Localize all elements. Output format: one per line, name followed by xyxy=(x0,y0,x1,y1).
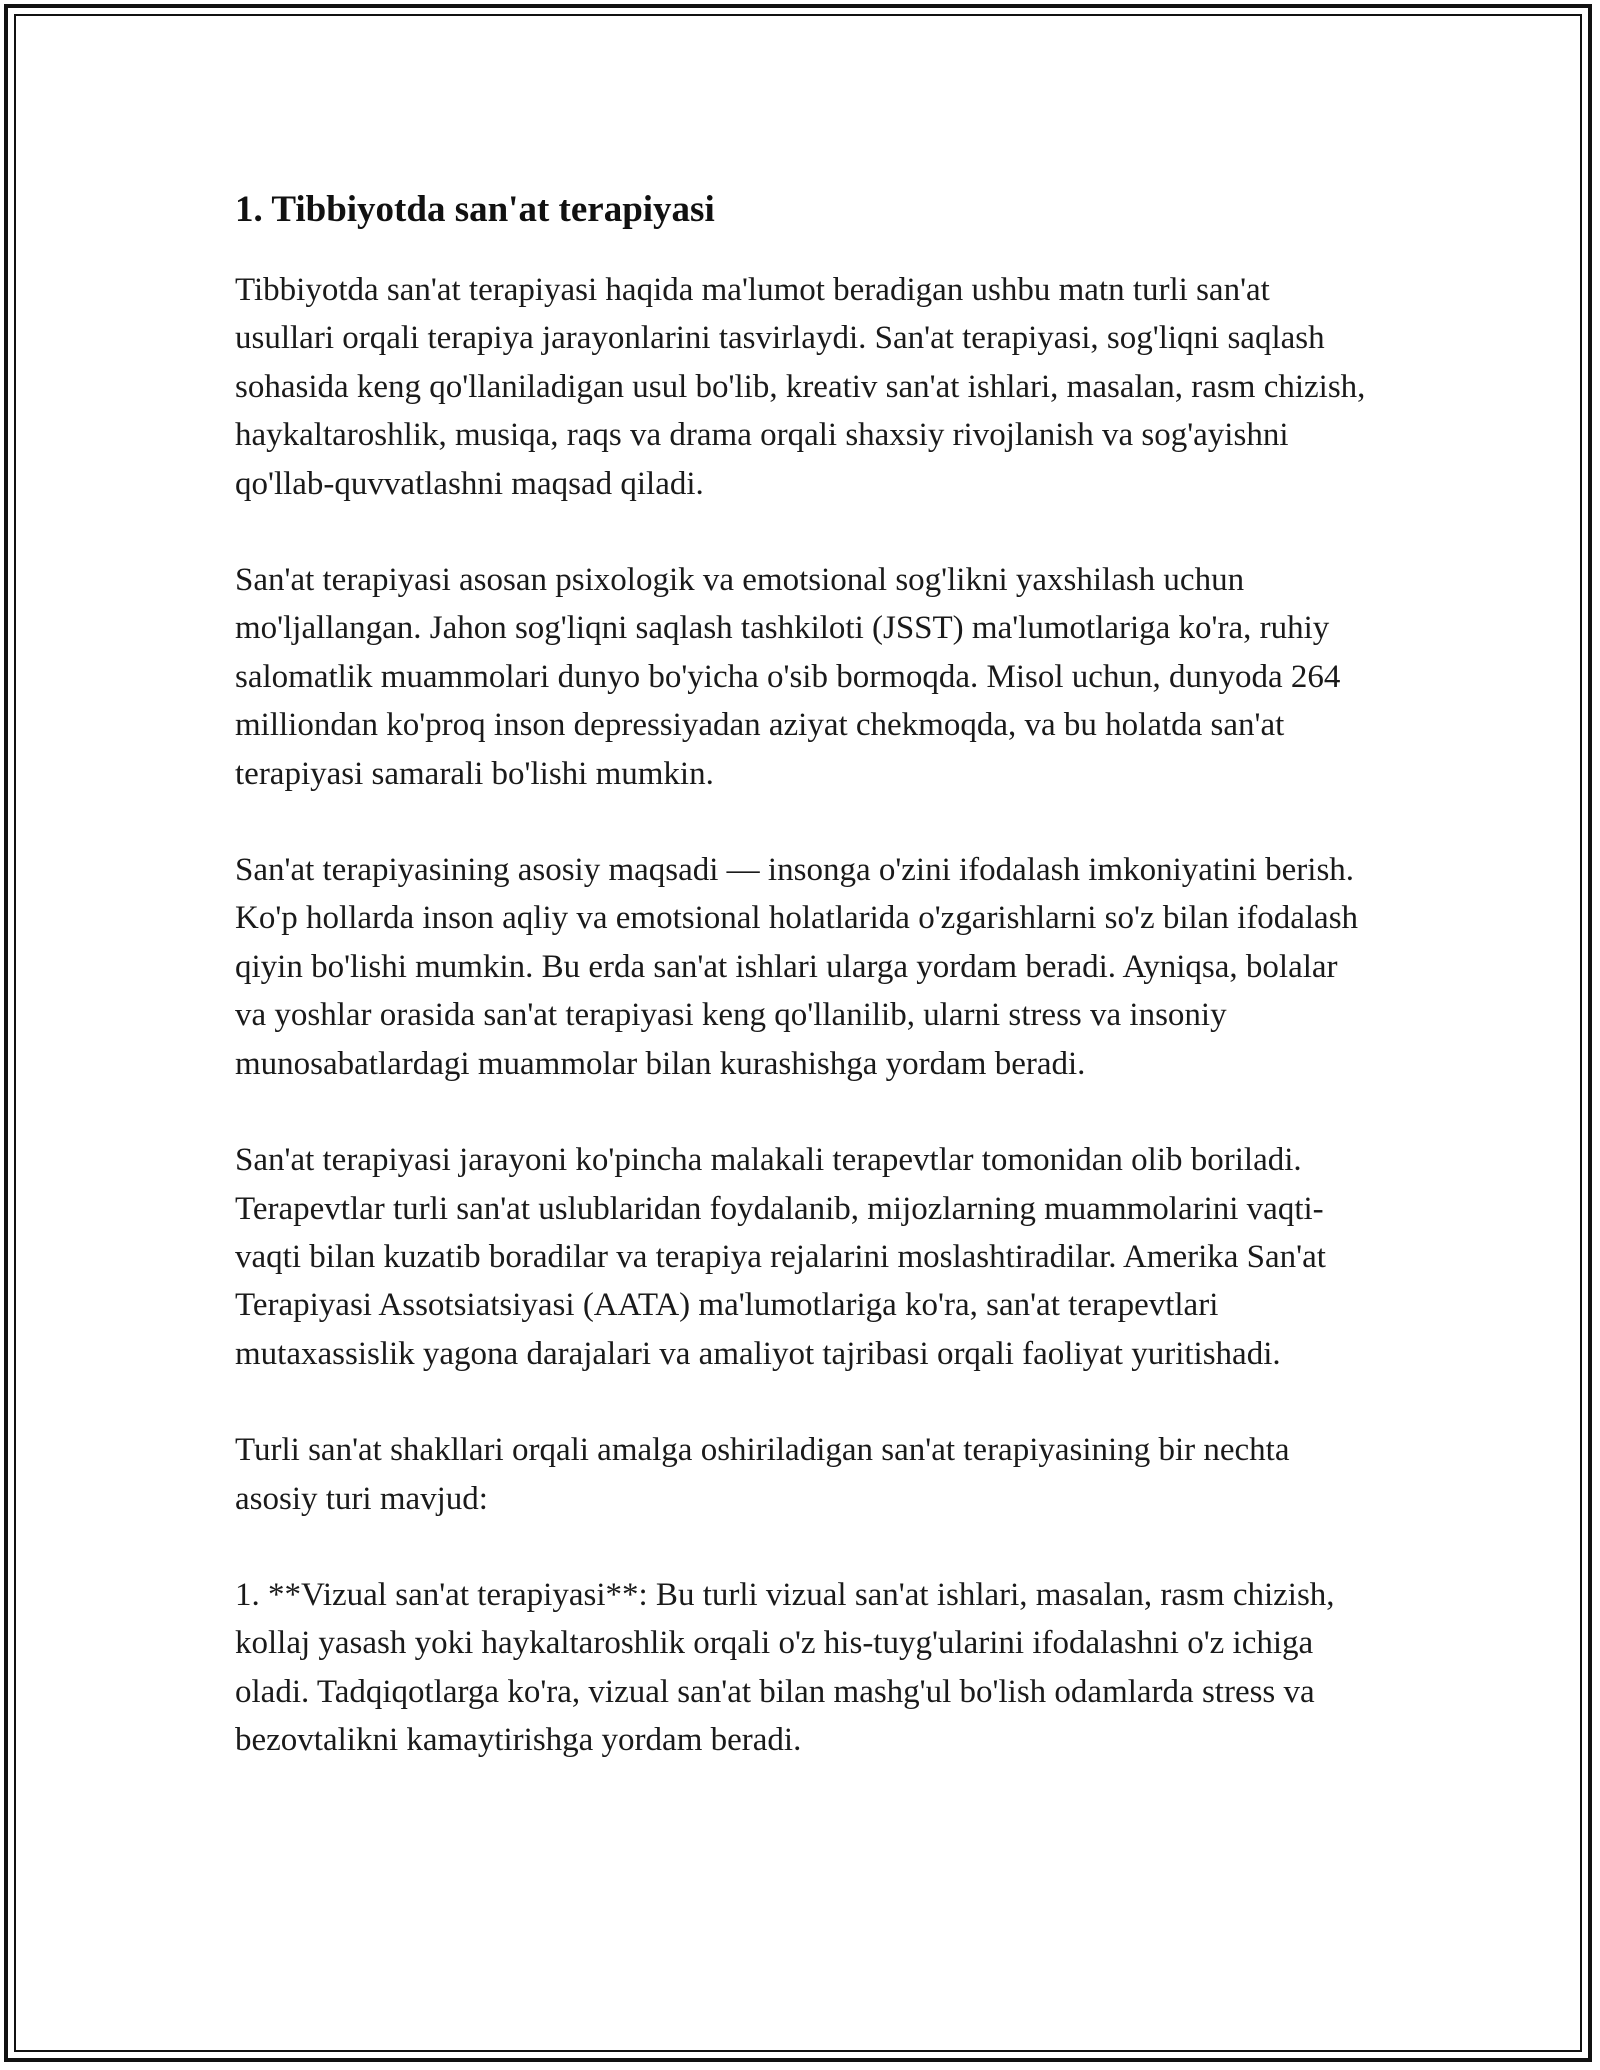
paragraph-therapists: San'at terapiyasi jarayoni ko'pincha malakali terapevtlar tomonidan olib boriladi. Terapevtlar turli san'at uslublaridan foydalanib, mijozlarning muammolarini vaqti-vaqti bilan kuzatib boradilar va terapiya rejalarini moslashtiradilar. Amerika San'at Terapiyasi Assotsiatsiyasi (AATA) ma'lumotlariga ko'ra, san'at terapevtlari mutaxassislik yagona darajalari va amaliyot tajribasi orqali faoliyat yuritishadi. xyxy=(235,1142,1326,1372)
paragraph-intro: Tibbiyotda san'at terapiyasi haqida ma'lumot beradigan ushbu matn turli san'at usullari orqali terapiya jarayonlarini tasvirlaydi. San'at terapiyasi, sog'liqni saqlash sohasida keng qo'llaniladigan usul bo'lib, kreativ san'at ishlari, masalan, rasm chizish, haykaltaroshlik, musiqa, raqs va drama orqali shaxsiy rivojlanish va sog'ayishni qo'llab-quvvatlashni maqsad qiladi. xyxy=(235,272,1366,502)
section-heading: 1. Tibbiyotda san'at terapiyasi xyxy=(235,189,715,230)
paragraph-types-intro: Turli san'at shakllari orqali amalga oshiriladigan san'at terapiyasining bir nechta asosiy turi mavjud: xyxy=(235,1432,1290,1517)
document-body xyxy=(235,188,1375,1813)
paragraph-main-goal: San'at terapiyasining asosiy maqsadi — insonga o'zini ifodalash imkoniyatini berish. Ko'p hollarda inson aqliy va emotsional holatlarida o'zgarishlarni so'z bilan ifodalash qiyin bo'lishi mumkin. Bu erda san'at ishlari ularga yordam beradi. Ayniqsa, bolalar va yoshlar orasida san'at terapiyasi keng qo'llanilib, ularni stress va insoniy munosabatlardagi muammolar bilan kurashishga yordam beradi. xyxy=(235,852,1359,1082)
paragraph-psychological-health: San'at terapiyasi asosan psixologik va emotsional sog'likni yaxshilash uchun mo'ljallangan. Jahon sog'liqni saqlash tashkiloti (JSST) ma'lumotlariga ko'ra, ruhiy salomatlik muammolari dunyo bo'yicha o'sib bormoqda. Misol uchun, dunyoda 264 milliondan ko'proq inson depressiyadan aziyat chekmoqda, va bu holatda san'at terapiyasi samarali bo'lishi mumkin. xyxy=(235,562,1341,792)
paragraph-visual-art-therapy: 1. **Vizual san'at terapiyasi**: Bu turli vizual san'at ishlari, masalan, rasm chizish, kollaj yasash yoki haykaltaroshlik orqali o'z his-tuyg'ularini ifodalashni o'z ichiga oladi. Tadqiqotlarga ko'ra, vizual san'at bilan mashg'ul bo'lish odamlarda stress va bezovtalikni kamaytirishga yordam beradi. xyxy=(235,1576,1335,1759)
